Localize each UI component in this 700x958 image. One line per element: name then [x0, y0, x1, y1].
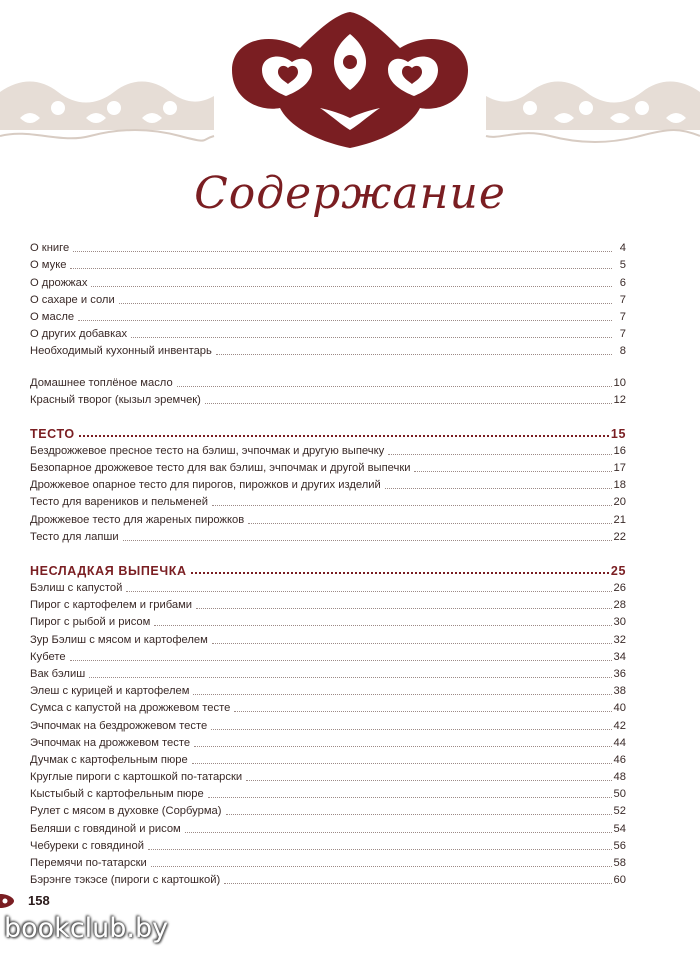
toc-entry — [30, 801, 626, 818]
table-of-contents — [30, 238, 626, 887]
entry-page: 32 — [613, 633, 626, 646]
entry-label: О книге — [30, 242, 70, 255]
dot-leader — [248, 523, 611, 524]
toc-entry — [30, 307, 626, 324]
entry-page: 48 — [613, 771, 626, 784]
dot-leader — [216, 354, 612, 355]
entry-page: 4 — [619, 242, 626, 255]
toc-entry — [30, 492, 626, 509]
dot-leader — [385, 488, 612, 489]
entry-page: 7 — [619, 293, 626, 306]
entry-label: О масле — [30, 310, 75, 323]
entry-page: 10 — [613, 376, 626, 389]
dot-leader — [212, 505, 612, 506]
dot-leader — [208, 797, 612, 798]
section-title: ТЕСТО — [30, 426, 75, 441]
dot-leader — [123, 540, 612, 541]
entry-label: Беляши с говядиной и рисом — [30, 822, 181, 835]
dot-leader — [388, 454, 611, 455]
section-page: 15 — [610, 426, 626, 441]
ornament-corner-icon — [0, 892, 18, 910]
toc-entry — [30, 372, 626, 389]
entry-label: Необходимый кухонный инвентарь — [30, 345, 212, 358]
spacer — [30, 358, 626, 372]
entry-label: Тесто для вареников и пельменей — [30, 496, 208, 509]
toc-entry — [30, 681, 626, 698]
toc-entry — [30, 715, 626, 732]
entry-page: 42 — [613, 719, 626, 732]
dot-leader — [211, 729, 611, 730]
entry-page: 38 — [613, 685, 626, 698]
entry-page: 40 — [613, 702, 626, 715]
dot-leader — [154, 625, 611, 626]
toc-entry — [30, 458, 626, 475]
toc-entry — [30, 324, 626, 341]
spacer — [30, 407, 626, 421]
entry-label: Красный творог (кызыл эремчек) — [30, 393, 201, 406]
entry-page: 30 — [613, 616, 626, 629]
dot-leader — [185, 832, 612, 833]
entry-page: 60 — [613, 874, 626, 887]
dot-leader — [70, 268, 612, 269]
toc-entry — [30, 647, 626, 664]
entry-label: Круглые пироги с картошкой по-татарски — [30, 771, 243, 784]
dot-leader — [205, 403, 612, 404]
dot-leader — [73, 251, 612, 252]
entry-page: 6 — [619, 276, 626, 289]
toc-entry — [30, 767, 626, 784]
entry-page: 56 — [613, 839, 626, 852]
watermark: bookclub.by — [4, 913, 169, 944]
entry-page: 46 — [613, 753, 626, 766]
dot-leader — [224, 883, 611, 884]
entry-page: 7 — [619, 328, 626, 341]
dot-leader — [126, 591, 611, 592]
entry-label: Зур Бэлиш с мясом и картофелем — [30, 633, 208, 646]
section-heading-dough — [30, 421, 626, 441]
toc-entry — [30, 612, 626, 629]
dot-leader — [91, 286, 612, 287]
dot-leader — [177, 386, 612, 387]
dot-leader — [191, 572, 609, 574]
entry-page: 16 — [613, 444, 626, 457]
dot-leader — [193, 694, 611, 695]
entry-label: Перемячи по-татарски — [30, 857, 147, 869]
toc-entry — [30, 698, 626, 715]
toc-entry — [30, 238, 626, 255]
entry-page: 36 — [613, 667, 626, 680]
entry-label: Пирог с картофелем и грибами — [30, 599, 193, 612]
entry-page: 28 — [613, 599, 626, 612]
entry-label: Пирог с рыбой и рисом — [30, 616, 151, 629]
dot-leader — [246, 780, 611, 781]
toc-entry — [30, 527, 626, 544]
page-title: Содержание — [194, 168, 506, 219]
entry-page: 8 — [619, 345, 626, 358]
toc-entry — [30, 629, 626, 646]
dot-leader — [148, 849, 612, 850]
toc-entry — [30, 578, 626, 595]
entry-page: 54 — [613, 822, 626, 835]
section-page: 25 — [610, 563, 626, 578]
entry-label: Эчпочмак на дрожжевом тесте — [30, 736, 191, 749]
dot-leader — [131, 337, 612, 338]
entry-label: Рулет с мясом в духовке (Сорбурма) — [30, 805, 222, 818]
entry-label: О сахаре и соли — [30, 293, 115, 306]
dot-leader — [234, 711, 611, 712]
toc-entry — [30, 595, 626, 612]
toc-entry — [30, 750, 626, 767]
dot-leader — [212, 643, 612, 644]
entry-page: 26 — [613, 582, 626, 594]
entry-page: 17 — [613, 462, 626, 475]
entry-label: Дучмак с картофельным пюре — [30, 753, 188, 766]
entry-page: 52 — [613, 805, 626, 818]
toc-entry — [30, 255, 626, 272]
entry-label: Кыстыбый с картофельным пюре — [30, 788, 204, 801]
page-number: 158 — [28, 893, 50, 908]
toc-entry — [30, 733, 626, 750]
entry-label: Сумса с капустой на дрожжевом тесте — [30, 702, 231, 715]
entry-label: Безопарное дрожжевое тесто для вак бэлиш, эчпочмак и другой выпечки — [30, 462, 411, 475]
entry-label: Кубете — [30, 650, 66, 663]
entry-page: 12 — [613, 393, 626, 406]
dot-leader — [78, 320, 612, 321]
dot-leader — [226, 814, 612, 815]
header-ornament — [0, 0, 700, 170]
entry-label: Бэрэнге тэкэсе (пироги с картошкой) — [30, 874, 221, 887]
entry-label: О муке — [30, 259, 67, 272]
dot-leader — [151, 866, 612, 867]
toc-entry — [30, 784, 626, 801]
toc-entry — [30, 441, 626, 458]
entry-page: 22 — [613, 530, 626, 543]
entry-label: О дрожжах — [30, 276, 88, 289]
spacer — [30, 544, 626, 558]
section-title: НЕСЛАДКАЯ ВЫПЕЧКА — [30, 563, 187, 578]
entry-page: 7 — [619, 310, 626, 323]
dot-leader — [194, 746, 611, 747]
entry-label: Тесто для лапши — [30, 530, 119, 543]
toc-entry — [30, 853, 626, 870]
entry-label: Элеш с курицей и картофелем — [30, 685, 190, 698]
toc-entry — [30, 818, 626, 835]
entry-label: Бездрожжевое пресное тесто на бэлиш, эчпочмак и другую выпечку — [30, 444, 385, 457]
entry-page: 58 — [613, 857, 626, 869]
dot-leader — [79, 435, 609, 437]
entry-page: 50 — [613, 788, 626, 801]
entry-page: 5 — [619, 259, 626, 272]
dot-leader — [414, 471, 611, 472]
dot-leader — [70, 660, 612, 661]
entry-page: 34 — [613, 650, 626, 663]
dot-leader — [89, 677, 611, 678]
toc-entry — [30, 870, 626, 887]
toc-entry — [30, 509, 626, 526]
toc-entry — [30, 290, 626, 307]
entry-page: 20 — [613, 496, 626, 509]
toc-entry — [30, 836, 626, 853]
entry-label: Дрожжевое тесто для жареных пирожков — [30, 513, 245, 526]
entry-label: О других добавках — [30, 328, 128, 341]
dot-leader — [119, 303, 612, 304]
toc-entry — [30, 475, 626, 492]
entry-label: Домашнее топлёное масло — [30, 376, 173, 389]
entry-label: Дрожжевое опарное тесто для пирогов, пирожков и других изделий — [30, 479, 381, 492]
entry-page: 44 — [613, 736, 626, 749]
dot-leader — [192, 763, 612, 764]
toc-entry — [30, 664, 626, 681]
entry-page: 21 — [613, 513, 626, 526]
entry-page: 18 — [613, 479, 626, 492]
entry-label: Эчпочмак на бездрожжевом тесте — [30, 719, 208, 732]
toc-entry — [30, 341, 626, 358]
toc-entry — [30, 390, 626, 407]
entry-label: Вак бэлиш — [30, 667, 86, 680]
toc-entry — [30, 272, 626, 289]
dot-leader — [196, 608, 612, 609]
entry-label: Бэлиш с капустой — [30, 582, 123, 594]
entry-label: Чебуреки с говядиной — [30, 839, 144, 852]
section-heading-savory — [30, 558, 626, 578]
